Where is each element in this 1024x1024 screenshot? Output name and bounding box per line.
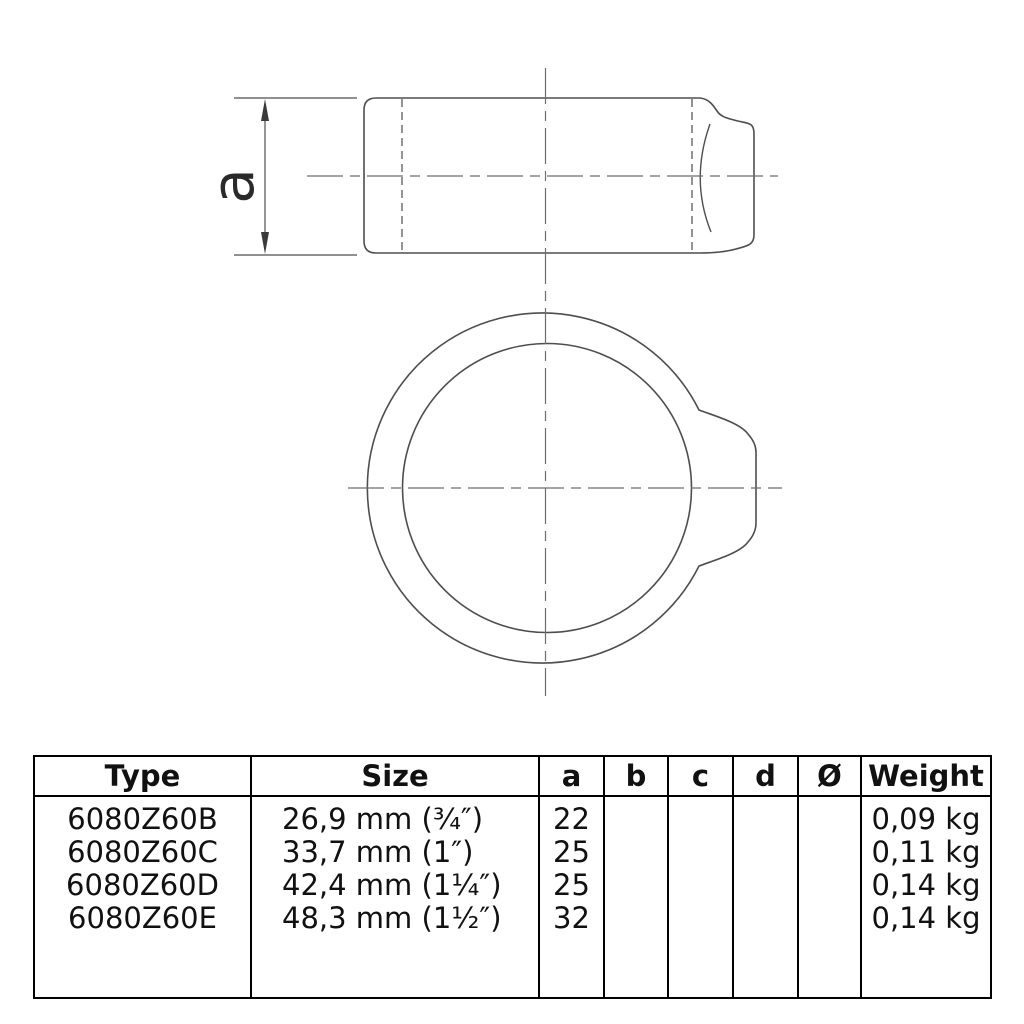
c-value: [669, 902, 732, 935]
dimension-a-label: a: [199, 168, 267, 204]
a-value: 25: [553, 835, 590, 869]
column-weight: [861, 796, 991, 998]
header-weight: Weight: [861, 756, 991, 796]
a-value: 22: [553, 802, 590, 836]
weight-value: 0,09 kg: [871, 802, 981, 836]
column-size: [251, 796, 539, 998]
header-c: c: [668, 756, 733, 796]
b-value: [605, 869, 667, 902]
diameter-value: [799, 869, 860, 902]
b-value: [605, 803, 667, 836]
column-diameter: [798, 796, 861, 998]
d-value: [734, 902, 797, 935]
centerlines: [307, 68, 782, 696]
type-value: 6080Z60B: [67, 802, 218, 836]
arrowhead-down-icon: [261, 232, 269, 254]
type-value: 6080Z60E: [68, 901, 217, 935]
c-value: [669, 869, 732, 902]
d-value: [734, 836, 797, 869]
header-b: b: [604, 756, 668, 796]
c-value: [669, 836, 732, 869]
boss-seat-arc: [700, 124, 711, 232]
d-value: [734, 803, 797, 836]
weight-value: 0,14 kg: [871, 901, 981, 935]
column-b: [604, 796, 668, 998]
diameter-value: [799, 836, 860, 869]
d-value: [734, 869, 797, 902]
size-value: 48,3 mm (1½″): [282, 901, 502, 935]
type-value: 6080Z60D: [66, 868, 219, 902]
size-value: 26,9 mm (¾″): [282, 802, 484, 836]
column-d: [733, 796, 798, 998]
column-c: [668, 796, 733, 998]
c-value: [669, 803, 732, 836]
spec-table-body-row: [34, 796, 991, 998]
diameter-value: [799, 803, 860, 836]
b-value: [605, 902, 667, 935]
a-value: 32: [553, 901, 590, 935]
spec-table: [33, 755, 992, 999]
column-a: [539, 796, 604, 998]
arrowhead-up-icon: [261, 99, 269, 121]
a-value: 25: [553, 868, 590, 902]
diameter-value: [799, 902, 860, 935]
header-size: Size: [251, 756, 539, 796]
weight-value: 0,14 kg: [871, 868, 981, 902]
spec-table-header-row: [34, 756, 991, 796]
column-type: [34, 796, 251, 998]
header-d: d: [733, 756, 798, 796]
type-value: 6080Z60C: [67, 835, 218, 869]
header-type: Type: [34, 756, 251, 796]
weight-value: 0,11 kg: [871, 835, 981, 869]
header-a: a: [539, 756, 604, 796]
size-value: 33,7 mm (1″): [282, 835, 474, 869]
b-value: [605, 836, 667, 869]
header-diameter: Ø: [798, 756, 861, 796]
size-value: 42,4 mm (1¼″): [282, 868, 502, 902]
